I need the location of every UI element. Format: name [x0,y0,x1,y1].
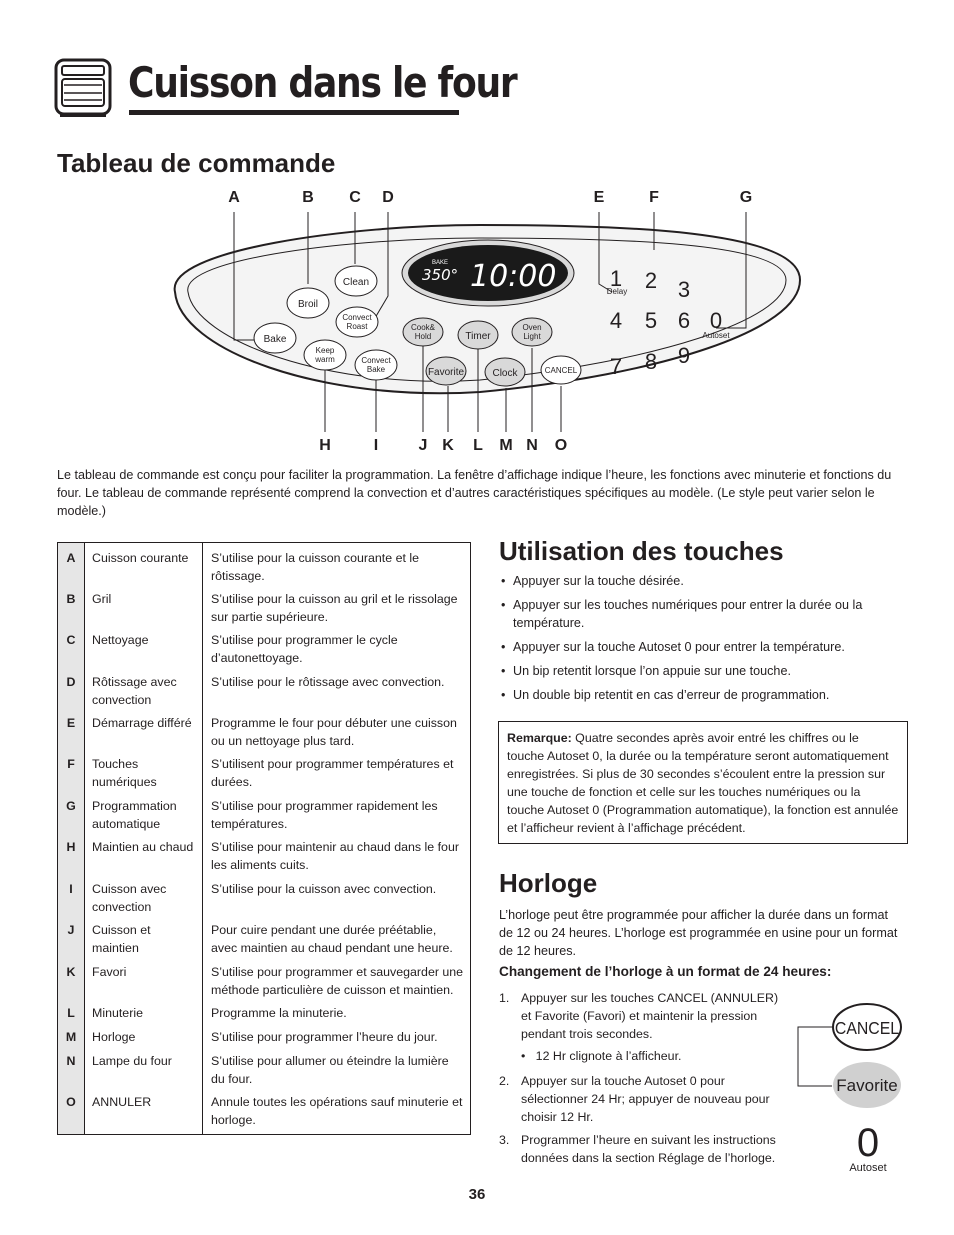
label-o: O [554,437,568,454]
label-a: A [228,189,240,206]
row-name: Cuisson courante [92,551,189,565]
control-panel-diagram [150,180,810,460]
row-description: S’utilise pour programmer l’heure du jour. [211,1030,438,1044]
svg-text:Broil: Broil [297,299,319,310]
note-box [498,721,908,844]
row-description: Annule toutes les opérations sauf minuterie et horloge. [211,1095,463,1127]
label-g: G [739,189,753,206]
row-description: S’utilise pour la cuisson courante et le rôtissage. [211,551,420,583]
row-letter: L [67,1006,75,1020]
label-l: L [473,437,483,454]
svg-text:Convect: Convect [342,313,372,322]
row-letter: D [66,675,76,689]
row-name: ANNULER [92,1095,152,1109]
label-d: D [382,189,394,206]
note-label: Remarque: [507,731,572,745]
row-name: Nettoyage [92,633,149,647]
row-letter: C [66,633,76,647]
page-title: Cuisson dans le four [128,58,517,107]
row-description: S’utilise pour programmer le cycle d’autonettoyage. [211,633,398,665]
label-c: C [349,189,361,206]
row-description: Programme le four pour débuter une cuisson ou un nettoyage plus tard. [211,716,457,748]
key-8: 8 [644,349,658,374]
label-b: B [302,189,314,206]
list-item: • Appuyer sur la touche Autoset 0 pour entrer la température. [499,638,899,656]
row-description: S’utilise pour maintenir au chaud dans le four les aliments cuits. [211,840,459,872]
row-name: Lampe du four [92,1054,172,1068]
label-e: E [593,189,605,206]
svg-text:Bake: Bake [366,365,386,374]
row-letter: H [66,840,76,854]
row-description: Pour cuire pendant une durée préétablie, avec maintien au chaud pendant une heure. [211,923,453,955]
svg-text:Favorite: Favorite [427,367,465,378]
svg-text:Light: Light [523,332,541,341]
autoset-label-large: Autoset [849,1162,887,1174]
note-text: Quatre secondes après avoir entré les chiffres ou le touche Autoset 0, la durée ou la température seront automatiquement enregistrées. Si plus de 30 secondes s’écoulent entre la pression sur une touche de fonction et celle sur les touches numériques ou la touche Autoset 0 (Programmation automatique), la fonction est annulée et l’afficheur revient à l’affichage précédent. [507,731,899,835]
key-3: 3 [677,277,691,302]
key-7: 7 [609,354,623,379]
list-item: • Appuyer sur les touches numériques pour entrer la durée ou la température. [499,596,899,632]
key-1: 1 [609,266,623,291]
keys-heading: Utilisation des touches [499,536,784,566]
page-number: 36 [468,1186,486,1203]
zero-key-large: 0 [856,1121,880,1165]
row-name: Horloge [92,1030,136,1044]
row-name: Cuisson avec convection [92,882,167,914]
row-letter: G [66,799,76,813]
svg-text:Cook&: Cook& [410,323,436,332]
row-letter: A [66,551,76,565]
list-item: • Un bip retentit lorsque l’on appuie sur une touche. [499,662,899,680]
keys-bullet-list [499,572,899,710]
label-k: K [442,437,454,454]
row-description: S’utilise pour le rôtissage avec convection. [211,675,445,689]
key-2: 2 [644,268,658,293]
svg-text:Timer: Timer [465,331,491,342]
row-letter: K [66,965,76,979]
key-0: 0 [709,308,723,333]
row-name: Cuisson et maintien [92,923,151,955]
svg-text:Convect: Convect [361,356,391,365]
clock-heading: Horloge [499,868,598,898]
label-n: N [526,437,538,454]
control-panel-heading: Tableau de commande [57,148,336,178]
row-name: Rôtissage avec convection [92,675,177,707]
oven-icon [54,58,112,118]
list-item: • Un double bip retentit en cas d’erreur de programmation. [499,686,899,704]
row-description: S’utilisent pour programmer températures et durées. [211,757,454,789]
clock-intro: L’horloge peut être programmée pour afficher la durée dans un format de 12 ou 24 heures. L’horloge est programmée en usine pour un format de 12 heures. [499,908,898,958]
key-9: 9 [677,343,691,368]
legend-table [57,542,471,1135]
key-4: 4 [609,308,623,333]
label-i: I [373,437,379,454]
row-description: Programme la minuterie. [211,1006,347,1020]
svg-text:Oven: Oven [522,323,542,332]
display-time: 10:00 [470,259,557,294]
clock-keys-illustration [790,998,910,1178]
row-letter: B [66,592,76,606]
row-name: Démarrage différé [92,716,192,730]
row-letter: E [66,716,76,730]
svg-text:Roast: Roast [346,322,368,331]
autoset-label: Autoset [702,331,730,340]
clock-subheading: Changement de l’horloge à un format de 24 heures: [499,964,832,979]
key-6: 6 [677,308,691,333]
svg-text:CANCEL: CANCEL [834,1018,900,1039]
sub-bullet: • 12 Hr clignote à l’afficheur. [521,1049,682,1063]
label-h: H [319,437,331,454]
row-name: Touches numériques [92,757,157,789]
key-5: 5 [644,308,658,333]
svg-text:Clean: Clean [342,277,370,288]
display-mode: BAKE [432,260,449,266]
row-letter: J [67,923,75,937]
svg-text:Bake: Bake [263,334,287,345]
display-temp: 350° [422,266,459,284]
delay-label: Delay [606,287,628,296]
svg-text:Favorite: Favorite [836,1076,898,1095]
svg-text:Hold: Hold [414,332,432,341]
svg-text:Clock: Clock [492,368,518,379]
row-letter: I [69,882,73,896]
row-name: Gril [92,592,112,606]
row-letter: M [65,1030,77,1044]
svg-text:Keep: Keep [315,346,335,355]
row-letter: F [67,757,75,771]
row-name: Programmation automatique [92,799,177,831]
svg-text:warm: warm [315,355,335,364]
svg-text:CANCEL: CANCEL [544,366,578,375]
label-f: F [649,189,659,206]
row-description: S’utilise pour programmer rapidement les températures. [211,799,438,831]
list-item: • Appuyer sur la touche désirée. [499,572,899,590]
row-name: Maintien au chaud [92,840,194,854]
row-name: Favori [92,965,127,979]
row-description: S’utilise pour la cuisson avec convection. [211,882,437,896]
row-letter: O [66,1095,76,1109]
row-description: S’utilise pour allumer ou éteindre la lumière du four. [211,1054,449,1086]
row-name: Minuterie [92,1006,143,1020]
intro-paragraph: Le tableau de commande est conçu pour faciliter la programmation. La fenêtre d’affichage indique l’heure, les fonctions avec minuterie et fonctions du four. Le tableau de commande représenté comprend la convection et d’autres caractéristiques spécifiques au modèle. (Le style peut varier selon le modèle.) [57,468,892,518]
title-underline [129,110,459,115]
label-j: J [418,437,428,454]
row-description: S’utilise pour programmer et sauvegarder une méthode particulière de cuisson et maintien. [211,965,464,997]
row-letter: N [66,1054,76,1068]
label-m: M [499,437,513,454]
row-description: S’utilise pour la cuisson au gril et le rissolage sur partie supérieure. [211,592,458,624]
